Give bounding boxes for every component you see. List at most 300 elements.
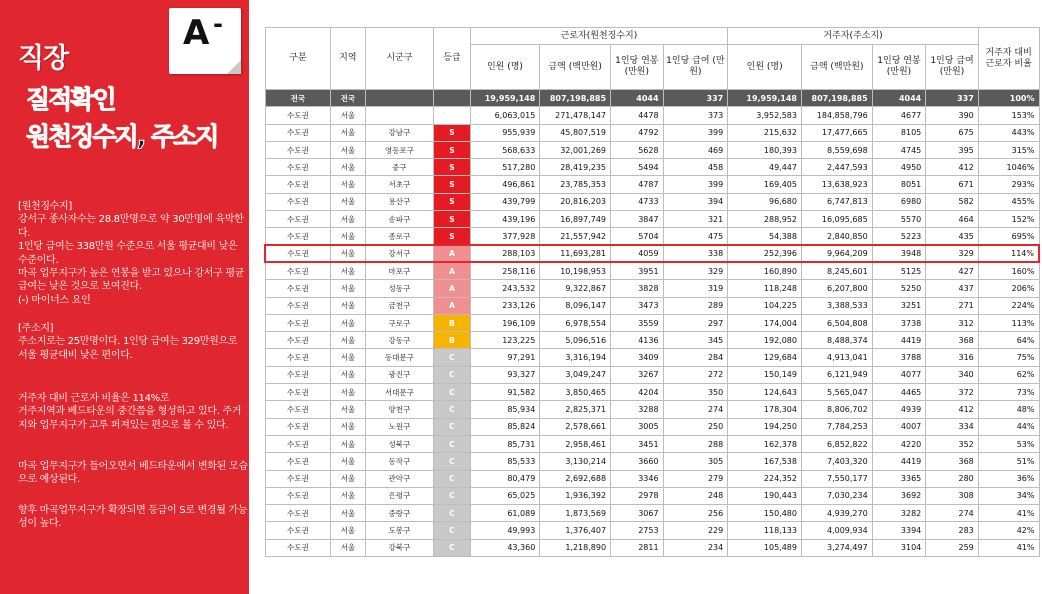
cell-gubun: 수도권 xyxy=(265,435,331,452)
cell-workers-amount: 1,218,890 xyxy=(540,539,611,556)
cell-region: 서울 xyxy=(331,522,365,539)
table-row xyxy=(265,539,1039,556)
cell-district: 성북구 xyxy=(365,435,434,452)
cell-workers-amount: 5,096,516 xyxy=(540,332,611,349)
cell-workers-amount: 3,850,465 xyxy=(540,384,611,401)
cell-ratio: 36% xyxy=(978,470,1039,487)
cell-residents-people: 3,952,583 xyxy=(728,107,802,124)
cell-workers-monthly: 469 xyxy=(663,141,728,158)
cell-ratio: 695% xyxy=(978,228,1039,245)
cell-grade: B xyxy=(434,314,470,331)
cell-region: 서울 xyxy=(331,418,365,435)
table-row xyxy=(265,193,1039,210)
cell-residents-annual: 3692 xyxy=(872,487,926,504)
cell-ratio: 1046% xyxy=(978,159,1039,176)
table-row xyxy=(265,107,1039,124)
cell-workers-people: 93,327 xyxy=(470,366,540,383)
cell-residents-annual: 3251 xyxy=(872,297,926,314)
cell-gubun: 수도권 xyxy=(265,262,331,279)
cell-workers-people: 85,824 xyxy=(470,418,540,435)
cell-workers-annual: 3067 xyxy=(611,505,664,522)
cell-residents-annual: 3948 xyxy=(872,245,926,262)
cell-workers-people: 439,799 xyxy=(470,193,540,210)
cell-ratio: 51% xyxy=(978,453,1039,470)
cell-residents-amount: 6,747,813 xyxy=(801,193,872,210)
cell-ratio: 160% xyxy=(978,262,1039,279)
cell-workers-annual: 3660 xyxy=(611,453,664,470)
cell-gubun: 수도권 xyxy=(265,176,331,193)
cell-workers-annual: 3346 xyxy=(611,470,664,487)
cell-ratio: 152% xyxy=(978,211,1039,228)
cell-workers-people: 196,109 xyxy=(470,314,540,331)
cell-workers-annual: 4044 xyxy=(611,90,664,107)
table-row xyxy=(265,384,1039,401)
cell-gubun: 수도권 xyxy=(265,487,331,504)
cell-residents-people: 54,388 xyxy=(728,228,802,245)
cell-residents-people: 150,149 xyxy=(728,366,802,383)
cell-residents-monthly: 372 xyxy=(926,384,979,401)
cell-gubun: 수도권 xyxy=(265,349,331,366)
header-residents-amount: 금액 (백만원) xyxy=(801,45,872,90)
cell-workers-people: 65,025 xyxy=(470,487,540,504)
cell-residents-monthly: 274 xyxy=(926,505,979,522)
cell-workers-monthly: 338 xyxy=(663,245,728,262)
cell-workers-annual: 4059 xyxy=(611,245,664,262)
cell-gubun: 수도권 xyxy=(265,539,331,556)
cell-residents-monthly: 427 xyxy=(926,262,979,279)
table-body xyxy=(265,90,1039,557)
cell-workers-people: 517,280 xyxy=(470,159,540,176)
cell-workers-annual: 4792 xyxy=(611,124,664,141)
cell-ratio: 64% xyxy=(978,332,1039,349)
table-row xyxy=(265,487,1039,504)
cell-residents-monthly: 329 xyxy=(926,245,979,262)
note-address: [주소지] 주소지로는 25만명이다. 1인당 급여는 329만원으로 서울 평균대비 낮은 편이다. xyxy=(18,323,238,361)
header-residents-group: 거주자(주소지) xyxy=(728,28,979,45)
cell-workers-monthly: 305 xyxy=(663,453,728,470)
cell-district: 은평구 xyxy=(365,487,434,504)
cell-residents-annual: 3282 xyxy=(872,505,926,522)
cell-region: 서울 xyxy=(331,384,365,401)
cell-workers-monthly: 321 xyxy=(663,211,728,228)
cell-region: 서울 xyxy=(331,505,365,522)
cell-grade: C xyxy=(434,435,470,452)
cell-residents-people: 180,393 xyxy=(728,141,802,158)
cell-ratio: 75% xyxy=(978,349,1039,366)
cell-workers-people: 85,533 xyxy=(470,453,540,470)
cell-workers-amount: 2,578,661 xyxy=(540,418,611,435)
cell-ratio: 113% xyxy=(978,314,1039,331)
cell-workers-monthly: 399 xyxy=(663,124,728,141)
cell-workers-monthly: 350 xyxy=(663,384,728,401)
cell-residents-annual: 4939 xyxy=(872,401,926,418)
cell-residents-monthly: 671 xyxy=(926,176,979,193)
cell-workers-monthly: 288 xyxy=(663,435,728,452)
cell-region: 서울 xyxy=(331,228,365,245)
header-workers-amount: 금액 (백만원) xyxy=(540,45,611,90)
cell-residents-annual: 4745 xyxy=(872,141,926,158)
cell-residents-monthly: 312 xyxy=(926,314,979,331)
cell-gubun: 수도권 xyxy=(265,107,331,124)
page-subtitle-2: 원천징수지, 주소지 xyxy=(26,122,218,151)
cell-workers-amount: 45,807,519 xyxy=(540,124,611,141)
cell-region: 서울 xyxy=(331,193,365,210)
cell-workers-amount: 3,130,214 xyxy=(540,453,611,470)
cell-ratio: 153% xyxy=(978,107,1039,124)
cell-residents-monthly: 675 xyxy=(926,124,979,141)
cell-gubun: 수도권 xyxy=(265,245,331,262)
cell-residents-amount: 3,274,497 xyxy=(801,539,872,556)
cell-district: 마포구 xyxy=(365,262,434,279)
cell-district: 용산구 xyxy=(365,193,434,210)
cell-workers-monthly: 458 xyxy=(663,159,728,176)
cell-workers-annual: 2978 xyxy=(611,487,664,504)
cell-ratio: 206% xyxy=(978,280,1039,297)
cell-ratio: 62% xyxy=(978,366,1039,383)
cell-residents-amount: 8,245,601 xyxy=(801,262,872,279)
cell-district: 송파구 xyxy=(365,211,434,228)
cell-residents-monthly: 352 xyxy=(926,435,979,452)
cell-residents-people: 160,890 xyxy=(728,262,802,279)
cell-grade: C xyxy=(434,470,470,487)
grade-letter: A xyxy=(183,13,210,53)
cell-residents-monthly: 390 xyxy=(926,107,979,124)
cell-workers-annual: 3473 xyxy=(611,297,664,314)
cell-residents-amount: 4,009,934 xyxy=(801,522,872,539)
cell-residents-annual: 3104 xyxy=(872,539,926,556)
cell-gubun: 수도권 xyxy=(265,159,331,176)
cell-district: 중구 xyxy=(365,159,434,176)
cell-residents-amount: 17,477,665 xyxy=(801,124,872,141)
cell-residents-amount: 8,559,698 xyxy=(801,141,872,158)
cell-residents-people: 118,248 xyxy=(728,280,802,297)
cell-workers-people: 568,633 xyxy=(470,141,540,158)
left-panel xyxy=(0,0,249,594)
cell-workers-people: 85,934 xyxy=(470,401,540,418)
cell-district: 강서구 xyxy=(365,245,434,262)
table-row xyxy=(265,141,1039,158)
table-row xyxy=(265,159,1039,176)
cell-workers-amount: 2,958,461 xyxy=(540,435,611,452)
cell-workers-annual: 4733 xyxy=(611,193,664,210)
cell-ratio: 114% xyxy=(978,245,1039,262)
cell-residents-annual: 4677 xyxy=(872,107,926,124)
note-withholding: [원천징수지] 강서구 종사자수는 28.8만명으로 약 30만명에 육박한다. 1인당 급여는 338만원 수준으로 서울 평균대비 낮은 수준이다. 마곡 업무지구가 높은 연봉을 받고 있으나 강서구 평균 급여는 낮은 것으로 보여진다. (-) 마이너스 요인 xyxy=(18,201,245,306)
cell-ratio: 224% xyxy=(978,297,1039,314)
cell-workers-people: 6,063,015 xyxy=(470,107,540,124)
cell-gubun: 수도권 xyxy=(265,418,331,435)
cell-gubun: 수도권 xyxy=(265,297,331,314)
cell-ratio: 41% xyxy=(978,505,1039,522)
cell-grade: A xyxy=(434,297,470,314)
cell-residents-monthly: 412 xyxy=(926,401,979,418)
cell-district: 광진구 xyxy=(365,366,434,383)
cell-region: 서울 xyxy=(331,211,365,228)
cell-residents-amount: 7,550,177 xyxy=(801,470,872,487)
cell-workers-monthly: 256 xyxy=(663,505,728,522)
cell-workers-people: 258,116 xyxy=(470,262,540,279)
cell-residents-amount: 3,388,533 xyxy=(801,297,872,314)
cell-region: 서울 xyxy=(331,453,365,470)
cell-workers-people: 19,959,148 xyxy=(470,90,540,107)
cell-district: 강북구 xyxy=(365,539,434,556)
cell-workers-annual: 3847 xyxy=(611,211,664,228)
cell-workers-people: 496,861 xyxy=(470,176,540,193)
cell-grade: S xyxy=(434,159,470,176)
cell-district: 영등포구 xyxy=(365,141,434,158)
cell-workers-monthly: 284 xyxy=(663,349,728,366)
grade-modifier: - xyxy=(213,10,223,38)
cell-workers-monthly: 272 xyxy=(663,366,728,383)
cell-grade: C xyxy=(434,384,470,401)
cell-residents-amount: 6,852,822 xyxy=(801,435,872,452)
cell-residents-people: 49,447 xyxy=(728,159,802,176)
cell-residents-amount: 7,784,253 xyxy=(801,418,872,435)
cell-residents-annual: 5223 xyxy=(872,228,926,245)
cell-region: 서울 xyxy=(331,141,365,158)
header-grade: 등급 xyxy=(434,28,470,90)
cell-residents-amount: 2,447,593 xyxy=(801,159,872,176)
cell-workers-monthly: 248 xyxy=(663,487,728,504)
cell-grade: S xyxy=(434,124,470,141)
cell-district xyxy=(365,90,434,107)
cell-grade: C xyxy=(434,366,470,383)
table-row xyxy=(265,332,1039,349)
cell-workers-annual: 4136 xyxy=(611,332,664,349)
cell-gubun: 수도권 xyxy=(265,384,331,401)
header-residents-annual: 1인당 연봉 (만원) xyxy=(872,45,926,90)
cell-workers-monthly: 274 xyxy=(663,401,728,418)
page-title: 직장 xyxy=(18,43,69,74)
cell-residents-people: 190,443 xyxy=(728,487,802,504)
cell-workers-annual: 5628 xyxy=(611,141,664,158)
cell-residents-amount: 6,504,808 xyxy=(801,314,872,331)
header-region: 지역 xyxy=(331,28,365,90)
cell-ratio: 42% xyxy=(978,522,1039,539)
cell-workers-people: 955,939 xyxy=(470,124,540,141)
table-row xyxy=(265,211,1039,228)
cell-residents-monthly: 435 xyxy=(926,228,979,245)
cell-residents-monthly: 337 xyxy=(926,90,979,107)
cell-workers-monthly: 345 xyxy=(663,332,728,349)
cell-gubun: 수도권 xyxy=(265,401,331,418)
cell-ratio: 34% xyxy=(978,487,1039,504)
cell-workers-people: 233,126 xyxy=(470,297,540,314)
page-fold-icon xyxy=(227,60,241,74)
cell-residents-amount: 6,207,800 xyxy=(801,280,872,297)
header-gubun: 구분 xyxy=(265,28,331,90)
cell-gubun: 수도권 xyxy=(265,314,331,331)
cell-workers-annual: 3005 xyxy=(611,418,664,435)
note-ratio: 거주자 대비 근로자 비율은 114%로 거주지역과 베드타운의 중간쯤을 형성하고 있다. 주거지와 업무지구가 고루 퍼져있는 편으로 볼 수 있다. xyxy=(18,393,242,431)
cell-ratio: 73% xyxy=(978,384,1039,401)
cell-residents-monthly: 368 xyxy=(926,453,979,470)
cell-workers-monthly: 373 xyxy=(663,107,728,124)
cell-residents-amount: 6,121,949 xyxy=(801,366,872,383)
cell-region: 서울 xyxy=(331,124,365,141)
cell-gubun: 수도권 xyxy=(265,366,331,383)
cell-workers-amount: 1,936,392 xyxy=(540,487,611,504)
cell-residents-amount: 4,939,270 xyxy=(801,505,872,522)
cell-residents-people: 162,378 xyxy=(728,435,802,452)
cell-district: 관악구 xyxy=(365,470,434,487)
cell-workers-amount: 10,198,953 xyxy=(540,262,611,279)
cell-grade: S xyxy=(434,176,470,193)
cell-district: 도봉구 xyxy=(365,522,434,539)
table-row xyxy=(265,90,1039,107)
cell-workers-amount: 23,785,353 xyxy=(540,176,611,193)
cell-residents-amount: 7,403,320 xyxy=(801,453,872,470)
cell-gubun: 수도권 xyxy=(265,228,331,245)
cell-residents-annual: 4419 xyxy=(872,453,926,470)
cell-grade: S xyxy=(434,228,470,245)
cell-district: 동작구 xyxy=(365,453,434,470)
cell-workers-amount: 271,478,147 xyxy=(540,107,611,124)
cell-residents-amount: 2,840,850 xyxy=(801,228,872,245)
cell-residents-monthly: 437 xyxy=(926,280,979,297)
cell-grade: C xyxy=(434,349,470,366)
cell-residents-monthly: 259 xyxy=(926,539,979,556)
income-table xyxy=(264,27,1040,557)
cell-residents-amount: 4,913,041 xyxy=(801,349,872,366)
cell-region: 서울 xyxy=(331,107,365,124)
grade-badge xyxy=(169,8,241,74)
cell-grade: C xyxy=(434,505,470,522)
cell-residents-annual: 4465 xyxy=(872,384,926,401)
cell-gubun: 전국 xyxy=(265,90,331,107)
cell-grade: C xyxy=(434,522,470,539)
cell-workers-people: 80,479 xyxy=(470,470,540,487)
cell-workers-amount: 1,376,407 xyxy=(540,522,611,539)
cell-residents-annual: 4007 xyxy=(872,418,926,435)
cell-workers-people: 49,993 xyxy=(470,522,540,539)
cell-residents-monthly: 582 xyxy=(926,193,979,210)
cell-residents-annual: 4044 xyxy=(872,90,926,107)
cell-ratio: 44% xyxy=(978,418,1039,435)
cell-region: 서울 xyxy=(331,245,365,262)
cell-grade xyxy=(434,107,470,124)
cell-residents-annual: 4950 xyxy=(872,159,926,176)
cell-gubun: 수도권 xyxy=(265,470,331,487)
cell-district xyxy=(365,107,434,124)
cell-workers-annual: 4478 xyxy=(611,107,664,124)
header-residents-monthly: 1인당 급여 (만원) xyxy=(926,45,979,90)
cell-workers-amount: 2,692,688 xyxy=(540,470,611,487)
cell-residents-monthly: 334 xyxy=(926,418,979,435)
cell-grade: B xyxy=(434,332,470,349)
cell-residents-people: 192,080 xyxy=(728,332,802,349)
cell-workers-people: 43,360 xyxy=(470,539,540,556)
cell-residents-people: 96,680 xyxy=(728,193,802,210)
cell-district: 중랑구 xyxy=(365,505,434,522)
cell-residents-people: 104,225 xyxy=(728,297,802,314)
cell-workers-amount: 807,198,885 xyxy=(540,90,611,107)
cell-workers-amount: 11,693,281 xyxy=(540,245,611,262)
table-row xyxy=(265,522,1039,539)
cell-workers-annual: 2753 xyxy=(611,522,664,539)
table-row xyxy=(265,349,1039,366)
cell-residents-monthly: 340 xyxy=(926,366,979,383)
cell-grade: S xyxy=(434,193,470,210)
table-row xyxy=(265,453,1039,470)
cell-district: 종로구 xyxy=(365,228,434,245)
table-row xyxy=(265,124,1039,141)
cell-workers-amount: 3,049,247 xyxy=(540,366,611,383)
cell-residents-monthly: 283 xyxy=(926,522,979,539)
cell-district: 서대문구 xyxy=(365,384,434,401)
table-row xyxy=(265,505,1039,522)
cell-residents-amount: 5,565,047 xyxy=(801,384,872,401)
cell-residents-amount: 13,638,923 xyxy=(801,176,872,193)
cell-region: 서울 xyxy=(331,470,365,487)
note-magok: 마곡 업무지구가 들어오면서 베드타운에서 변화된 모습으로 예상된다. xyxy=(18,461,248,486)
cell-gubun: 수도권 xyxy=(265,332,331,349)
cell-residents-annual: 4220 xyxy=(872,435,926,452)
cell-region: 서울 xyxy=(331,297,365,314)
cell-grade xyxy=(434,90,470,107)
cell-district: 성동구 xyxy=(365,280,434,297)
table-row xyxy=(265,228,1039,245)
cell-residents-annual: 5125 xyxy=(872,262,926,279)
table-row xyxy=(265,435,1039,452)
cell-workers-annual: 3451 xyxy=(611,435,664,452)
cell-ratio: 455% xyxy=(978,193,1039,210)
cell-district: 강동구 xyxy=(365,332,434,349)
cell-workers-monthly: 399 xyxy=(663,176,728,193)
cell-workers-monthly: 250 xyxy=(663,418,728,435)
cell-workers-annual: 3559 xyxy=(611,314,664,331)
cell-workers-monthly: 319 xyxy=(663,280,728,297)
cell-workers-annual: 3828 xyxy=(611,280,664,297)
cell-workers-annual: 3288 xyxy=(611,401,664,418)
cell-residents-people: 169,405 xyxy=(728,176,802,193)
cell-residents-people: 194,250 xyxy=(728,418,802,435)
cell-workers-people: 85,731 xyxy=(470,435,540,452)
cell-residents-people: 150,480 xyxy=(728,505,802,522)
cell-residents-annual: 3394 xyxy=(872,522,926,539)
cell-workers-people: 288,103 xyxy=(470,245,540,262)
cell-grade: S xyxy=(434,211,470,228)
cell-district: 양천구 xyxy=(365,401,434,418)
cell-workers-annual: 3409 xyxy=(611,349,664,366)
cell-gubun: 수도권 xyxy=(265,280,331,297)
header-workers-annual: 1인당 연봉 (만원) xyxy=(611,45,664,90)
cell-residents-monthly: 368 xyxy=(926,332,979,349)
cell-workers-annual: 2811 xyxy=(611,539,664,556)
cell-gubun: 수도권 xyxy=(265,193,331,210)
header-workers-people: 인원 (명) xyxy=(470,45,540,90)
cell-workers-annual: 4204 xyxy=(611,384,664,401)
cell-residents-monthly: 412 xyxy=(926,159,979,176)
cell-region: 서울 xyxy=(331,332,365,349)
table-row xyxy=(265,245,1039,262)
cell-grade: A xyxy=(434,245,470,262)
table-row xyxy=(265,280,1039,297)
cell-region: 전국 xyxy=(331,90,365,107)
cell-region: 서울 xyxy=(331,349,365,366)
cell-workers-amount: 9,322,867 xyxy=(540,280,611,297)
cell-residents-annual: 5250 xyxy=(872,280,926,297)
cell-gubun: 수도권 xyxy=(265,453,331,470)
cell-region: 서울 xyxy=(331,435,365,452)
cell-residents-annual: 3738 xyxy=(872,314,926,331)
cell-residents-monthly: 308 xyxy=(926,487,979,504)
cell-workers-amount: 2,825,371 xyxy=(540,401,611,418)
cell-workers-monthly: 297 xyxy=(663,314,728,331)
cell-residents-monthly: 271 xyxy=(926,297,979,314)
cell-gubun: 수도권 xyxy=(265,141,331,158)
cell-district: 금천구 xyxy=(365,297,434,314)
